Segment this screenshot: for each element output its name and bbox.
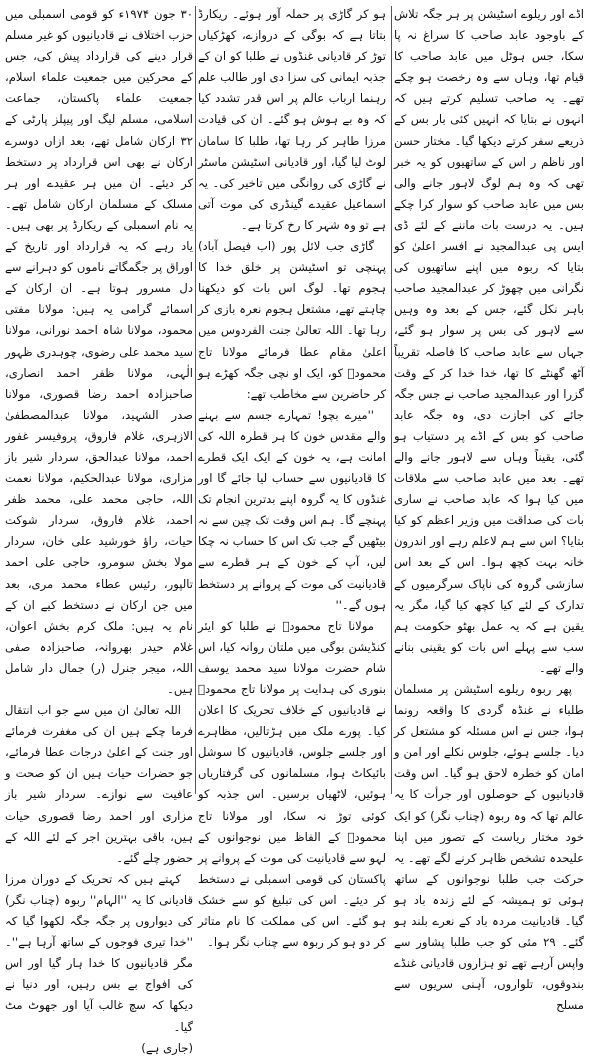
column-right-paragraph-2: پھر ربوہ ریلوے اسٹیشن پر مسلمان طلباء نے غنڈہ گردی کا واقعہ رونما ہوا، جس نے اس مسئلہ کو مشتعل کر دیا۔ جلسے ہوئے، جلوس نکلے اور امن و امان کو خطرہ لاحق ہو گیا۔ اس وقت قادیانیوں کے حوصلوں اور جرأت کا یہ عالم تھا کہ وہ ربوہ (چناب نگر) کو ایک خود مختار ریاست کے تصور میں اپنا علیحدہ تشخص ظاہر کرنے لگے تھے۔ یہ حرکت جب طلبا نوجوانوں کے ساتھ ہوئی تو ہمیشہ کے لئے زندہ باد ہو گیا۔ قادیانیت مردہ باد کے نعرے بلند ہو گئے۔ ۲۹ مئی کو جب طلبا پشاور سے واپس آرہے تھے تو ہزاروں قادیانی غنڈے بندوقوں، تلواروں، آہنی سریوں سے مسلح bbox=[394, 682, 584, 1013]
column-left-paragraph-3: کہتے ہیں کہ تحریک کے دوران مرزا قادیانی کا یہ ''الہام'' ربوہ (چناب نگر) کی دیواروں پر جگہ جگہ لکھوا گیا کہ ''خدا تیری فوجوں کے ساتھ آرہا ہے''۔ مگر قادیانیوں کا خدا ہار گیا اور اس کی افواج بے بس رہیں، اور دنیا نے دیکھا کہ سچ غالب آیا اور جھوٹ مٹ گیا۔ bbox=[5, 871, 193, 1034]
column-divider-right bbox=[391, 6, 392, 794]
column-divider-left bbox=[195, 6, 196, 794]
column-middle-quote: ''میرے بچو! تمہارے جسم سے بہنے والے مقدس خون کا ہر قطرہ اللہ کی امانت ہے، یہ خون کے ایک ایک قطرے کا قادیانیوں سے حساب لیا جائے گا اور غنڈوں کا یہ گروہ اپنے بدترین انجام تک پہنچے گا۔ ہم اس وقت تک چین سے نہ بیٹھیں گے جب تک اس کا حساب نہ چکا لیں، آپ کے خون کے ہر قطرے سے قادیانیت کی موت کے پروانے پر دستخط ہوں گے۔'' bbox=[198, 407, 386, 612]
continued-note: (جاری ہے) bbox=[141, 1040, 193, 1055]
column-left-paragraph-2: اللہ تعالیٰ ان میں سے جو اب انتقال فرما چکے ہیں ان کی مغفرت فرمائے اور جنت کے اعلیٰ درجات عطا فرمائے، جو حضرات حیات ہیں ان کو صحت و عافیت سے نوازے۔ سردار شیر باز مزاری اور احمد رضا قصوری حیات ہیں، باقی بہترین اجر کے لئے اللہ کے حضور چلے گئے۔ bbox=[5, 703, 193, 865]
article-column-right bbox=[394, 4, 584, 1013]
column-left-paragraph-1: ۳۰ جون ۱۹۷۴ء کو قومی اسمبلی میں حزب اختلاف نے قادیانیوں کو غیر مسلم قرار دینے کی قرارداد پیش کی، جس کے محرکین میں جمعیت علماء اسلام، جمعیت علماء پاکستان، جماعت اسلامی، مسلم لیگ اور پیپلز پارٹی کے ۳۲ ارکان شامل تھے، بعد ازاں دوسرے ارکان نے بھی اس قرارداد پر دستخط کر دیئے۔ ان میں ہر عقیدے اور ہر مسلک کے مسلمان ارکان شامل تھے۔ یہ نام اسمبلی کے ریکارڈ پر بھی ہیں۔ یاد رہے کہ یہ قرارداد اور تاریخ کے اوراق پر جگمگاتے ناموں کو دہرانے سے دل مسرور ہوتا ہے۔ ان ارکان کے اسمائے گرامی یہ ہیں: مولانا مفتی محمود، مولانا شاہ احمد نورانی، مولانا سید محمد علی رضوی، چوہدری ظہور الٰہی، مولانا ظفر احمد انصاری، صاحبزادہ احمد رضا قصوری، مولانا صدر الشہید، مولانا عبدالمصطفیٰ الازہری، غلام فاروق، پروفیسر غفور احمد، مولانا عبدالحق، سردار شیر باز مزاری، مولانا عبدالحکیم، مولانا نعمت اللہ، حاجی محمد علی، محمد ظفر احمد، غلام فاروق، سردار شوکت حیات، راؤ خورشید علی خان، سردار مولا بخش سومرو، حاجی علی احمد تالپور، رئیس عطاء محمد مری، بعد میں جن ارکان نے دستخط کیے ان کے نام یہ ہیں: ملک کرم بخش اعوان، غلام حیدر بھروانہ، صاحبزادہ صفی اللہ، میجر جنرل (ر) جمال دار شامل ہیں۔ bbox=[5, 7, 193, 696]
article-column-left bbox=[5, 4, 193, 1055]
column-middle-paragraph-2: گاڑی جب لائل پور (اب فیصل آباد) پہنچی تو اسٹیشن پر خلق خدا کا ہجوم تھا۔ لوگ اس بات کو دیکھنا چاہتے تھے، مشتعل ہجوم نعرہ بازی کر رہا تھا۔ اللہ تعالیٰ جنت الفردوس میں اعلیٰ مقام عطا فرمائے مولانا تاج محمودؒ کو، ایک او نچی جگہ کھڑے ہو کر حاضرین سے مخاطب تھے: bbox=[198, 239, 386, 401]
article-column-middle bbox=[198, 4, 386, 950]
column-right-paragraph-1: اڈے اور ریلوے اسٹیشن پر ہر جگہ تلاش کے باوجود عابد صاحب کا سراغ نہ پا سکا، جس ہوٹل میں عابد صاحب کا قیام تھا، وہاں سے وہ رخصت ہو چکے تھے۔ یہ صاحب تسلیم کرتے ہیں کہ انہوں نے بتایا کہ انہیں کئی بار بس کے ذریعے سفر کرتے دیکھا گیا۔ مختار حسن اور ناظم ر اس کے ساتھیوں کو یہ خبر تھی کہ وہ ہم لوگ لاہور جانے والی بس میں عابد صاحب کو سوار کرا چکے ہیں۔ یہ درست بات ماننے کے لئے ڈی ایس پی عبدالمجید نے افسر اعلیٰ کو بتایا کہ ربوہ میں اپنے ساتھیوں کی نگرانی میں چھوڑ کر عبدالمجید صاحب باہر نکل گئے، جس کے بعد وہ وہیں سے لاہور کی بس پر سوار ہو گئے، جہاں سے عابد صاحب کا فاصلہ تقریباً آٹھ گھنٹے کا تھا، خدا خدا کر کے وقت گزرا اور عبدالمجید صاحب نے جس جگہ جائے کی اجازت دی، وہ جگہ عابد صاحب کو بس کے اڈے پر دستیاب ہو گئی، یقیناً وہاں سے لاہور جانے والے تھے۔ بعد میں عابد صاحب سے ملاقات میں کیا ہوا کہ عابد صاحب نے ساری بات کی صداقت میں وزیر اعظم کو کیا بتایا؟ اس سے ہم لاعلم رہے اور اندرون خانہ بہت کچھ ہوا۔ اس کے بعد اس سازشی گروہ کی ناپاک سرگرمیوں کے تدارک کے لئے کیا کچھ کیا گیا، مگر یہ یقین ہے کہ یہ عمل بھٹو حکومت ہم سب سے پہلے اس بات کو یقینی بنانے والے تھے۔ bbox=[394, 7, 584, 675]
column-middle-paragraph-1: ہو کر گاڑی پر حملہ آور ہوئے۔ ریکارڈ بتاتا ہے کہ بوگی کے دروازے، کھڑکیاں توڑ کر قادیانی غنڈوں نے طلبا کو ان کے جذبہ ایمانی کی سزا دی اور طالب علم رہنما ارباب عالم پر اس قدر تشدد کیا کہ وہ بے ہوش ہو گئے۔ ان کی قیادت مرزا طاہر کر رہا تھا، طلبا کا سامان لوٹ لیا گیا، اور قادیانی اسٹیشن ماسٹر نے گاڑی کی روانگی میں تاخیر کی۔ یہ اسماعیل عقیدے گینڈری کی موت آتی ہے تو وہ شہر کا رخ کرتا ہے۔ bbox=[198, 7, 386, 232]
column-middle-paragraph-4: مولانا تاج محمودؒ نے طلبا کو ایئر کنڈیشن بوگی میں ملتان روانہ کیا، اس شام حضرت مولانا سید محمد یوسف بنوری کی ہدایت پر مولانا تاج محمودؒ نے قادیانیوں کے خلاف تحریک کا اعلان کیا۔ پورے ملک میں ہڑتالیں، مظاہرے اور جلسے جلوس، قادیانیوں کا سوشل بائیکاٹ ہوا، مسلمانوں کی گرفتاریاں ہوئیں، لاٹھیاں برسیں۔ اس جذبہ کو کوئی توڑ نہ سکا، اور مولانا تاج محمودؒ کے الفاظ میں نوجوانوں کے لہو سے قادیانیت کی موت کے پروانے پر پاکستان کی قومی اسمبلی نے دستخط کر دیئے۔ اس کی تبلیغ کو سے خشک ہو گئے۔ اس کی مملکت کا نام متاثر کر دو ہو کر ربوہ سے چناب نگر ہوا۔ bbox=[198, 618, 386, 950]
